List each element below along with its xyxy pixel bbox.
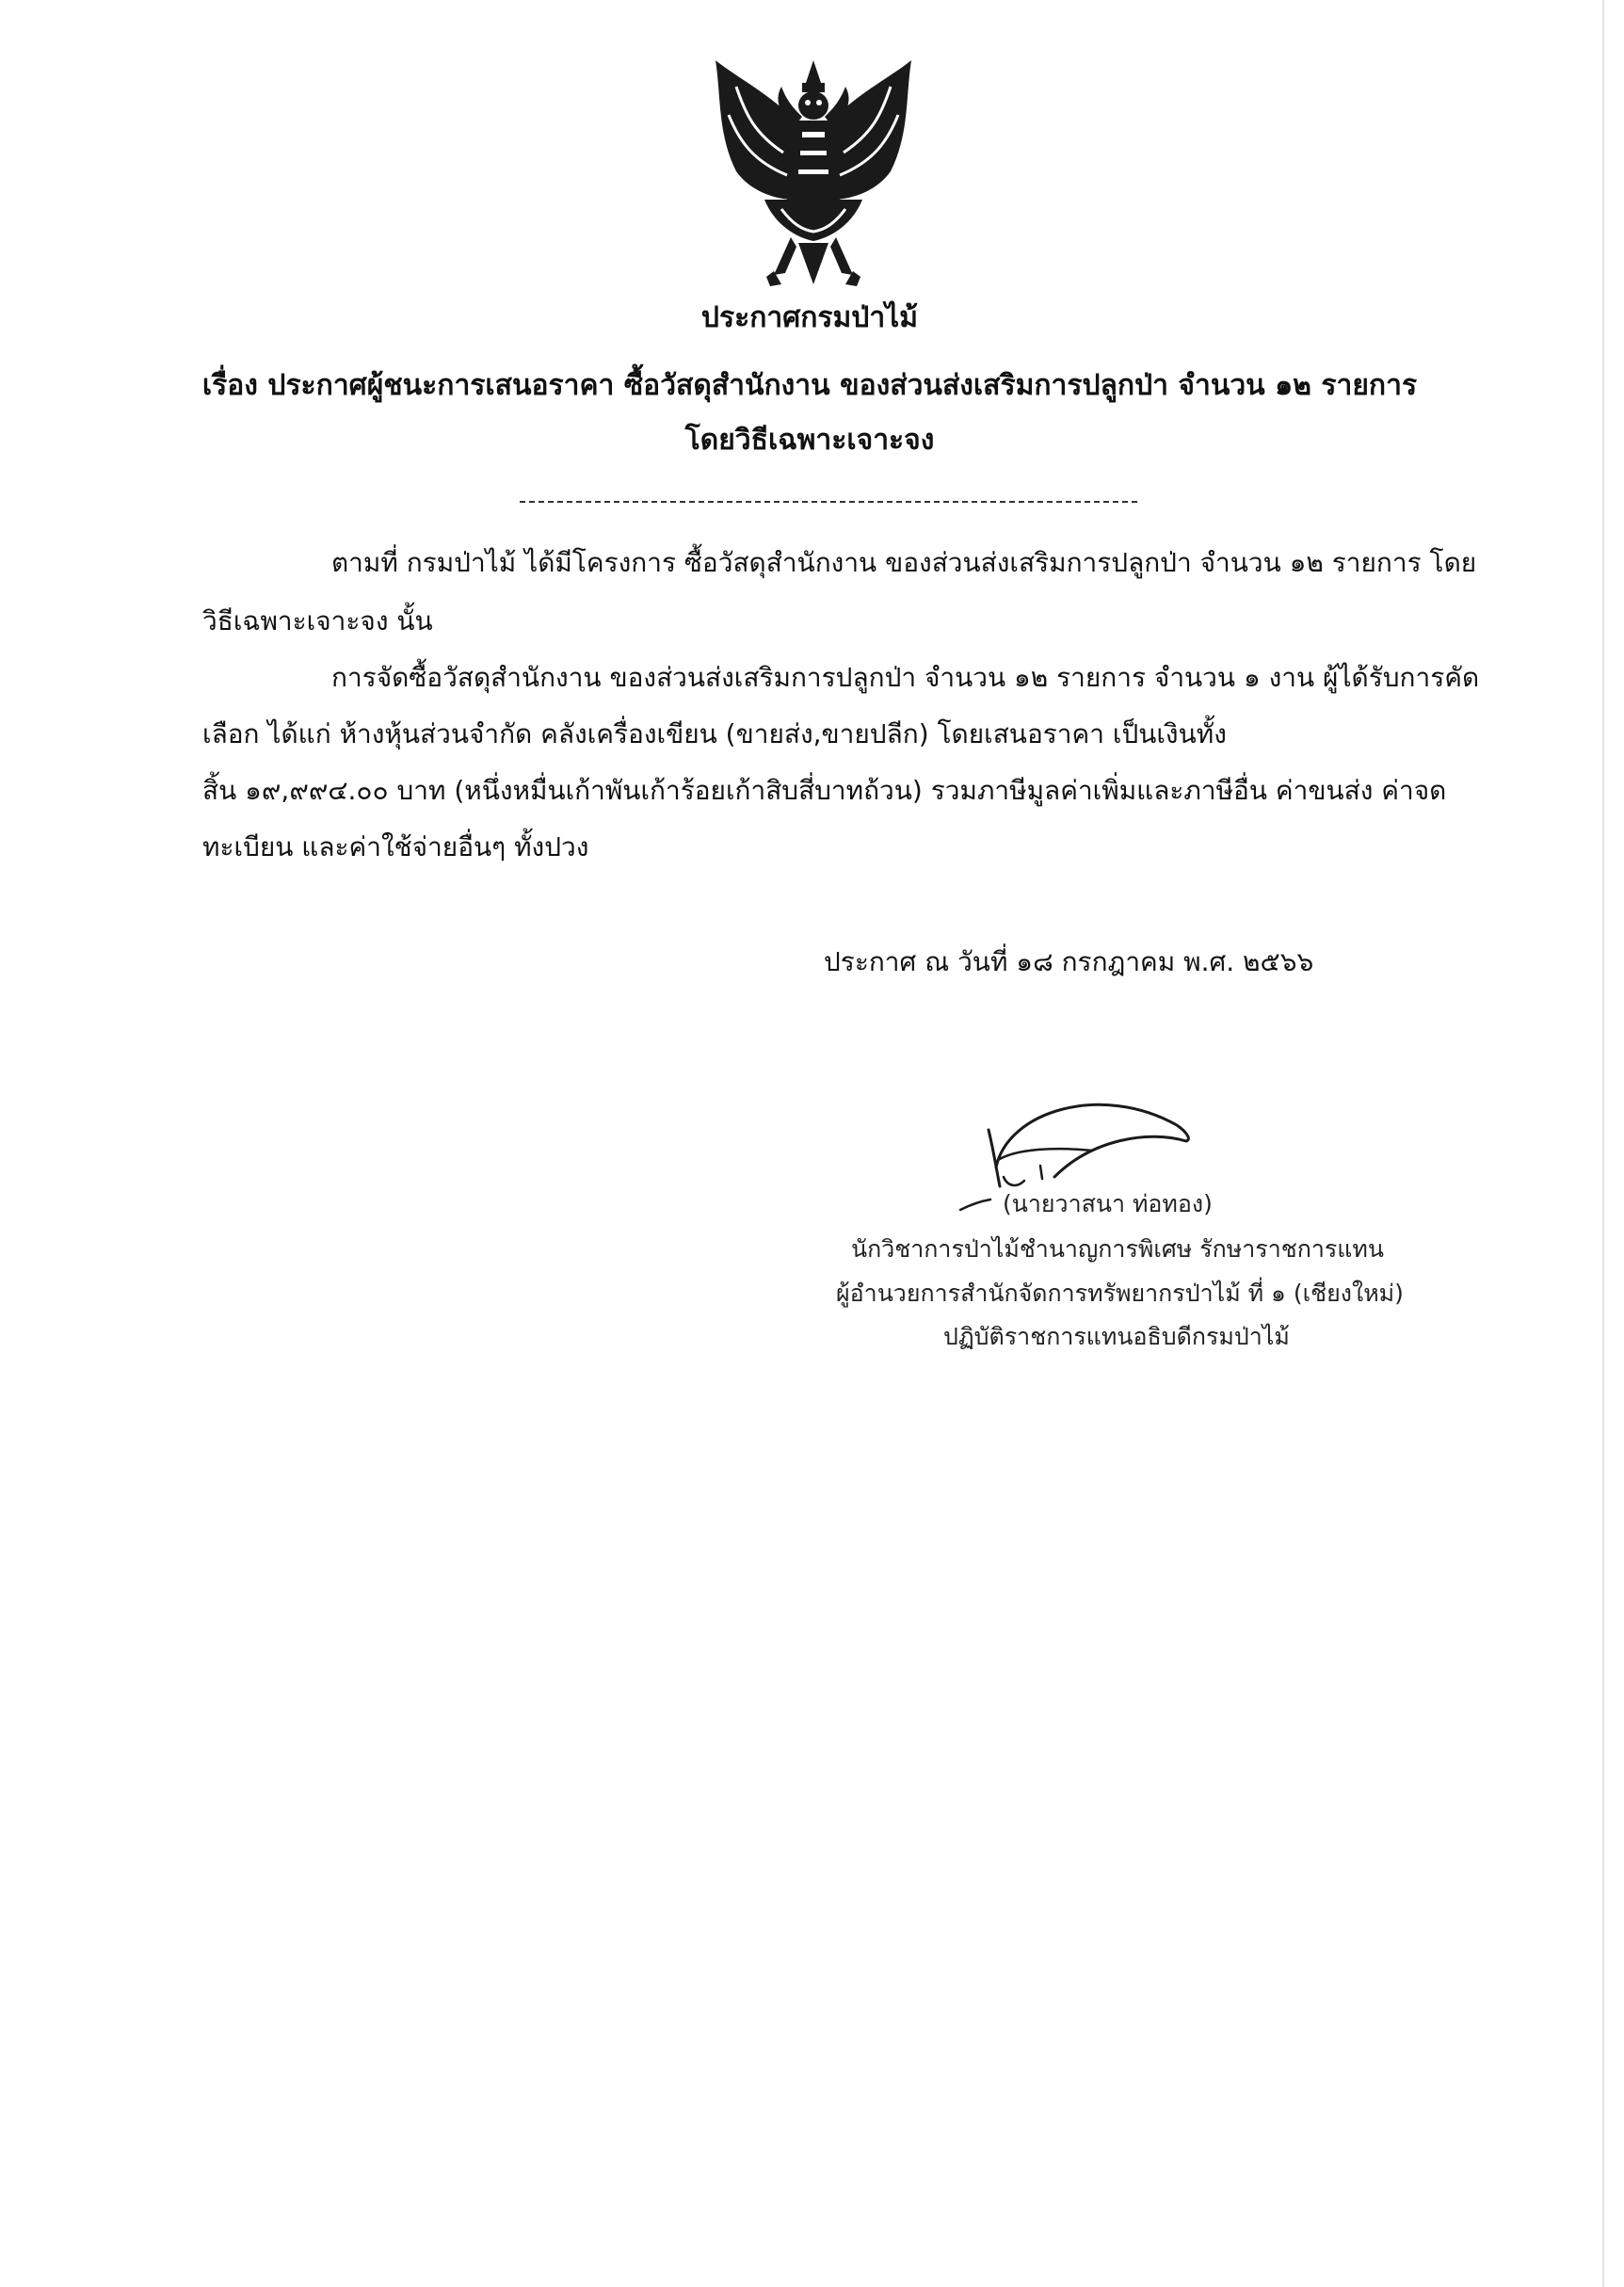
signatory-name: (นายวาสนา ท่อทอง) xyxy=(1003,1190,1213,1217)
garuda-emblem-icon xyxy=(708,58,919,290)
body-line: เลือก ได้แก่ ห้างหุ้นส่วนจำกัด คลังเครื่องเขียน (ขายส่ง,ขายปลีก) โดยเสนอราคา เป็นเงินทั้ง xyxy=(202,718,1227,749)
announcement-date: ประกาศ ณ วันที่ ๑๘ กรกฎาคม พ.ศ. ๒๕๖๖ xyxy=(824,946,1314,977)
signatory-position: ปฏิบัติราชการแทนอธิบดีกรมป่าไม้ xyxy=(943,1323,1290,1350)
body-line: ตามที่ กรมป่าไม้ ได้มีโครงการ ซื้อวัสดุสำนักงาน ของส่วนส่งเสริมการปลูกป่า จำนวน ๑๒ รายการ โดย xyxy=(331,547,1477,578)
body-line: สิ้น ๑๙,๙๙๔.๐๐ บาท (หนึ่งหมื่นเก้าพันเก้าร้อยเก้าสิบสี่บาทถ้วน) รวมภาษีมูลค่าเพิ่มและภาษีอื่น ค่าขนส่ง ค่าจด xyxy=(202,775,1447,806)
document-method: โดยวิธีเฉพาะเจาะจง xyxy=(684,424,935,457)
body-line: ทะเบียน และค่าใช้จ่ายอื่นๆ ทั้งปวง xyxy=(202,831,589,862)
signatory-position: ผู้อำนวยการสำนักจัดการทรัพยากรป่าไม้ ที่ ๑ (เชียงใหม่) xyxy=(836,1280,1404,1307)
body-line: การจัดซื้อวัสดุสำนักงาน ของส่วนส่งเสริมการปลูกป่า จำนวน ๑๒ รายการ จำนวน ๑ งาน ผู้ได้รับการคัด xyxy=(331,662,1480,693)
title-separator xyxy=(520,501,1137,503)
document-title: ประกาศกรมป่าไม้ xyxy=(700,301,919,334)
body-line: วิธีเฉพาะเจาะจง นั้น xyxy=(202,605,433,636)
document-subject: เรื่อง ประกาศผู้ชนะการเสนอราคา ซื้อวัสดุสำนักงาน ของส่วนส่งเสริมการปลูกป่า จำนวน ๑๒ รายการ xyxy=(201,369,1418,402)
page-edge-line xyxy=(1602,0,1604,2287)
signatory-position: นักวิชาการป่าไม้ชำนาญการพิเศษ รักษาราชการแทน xyxy=(851,1235,1384,1263)
